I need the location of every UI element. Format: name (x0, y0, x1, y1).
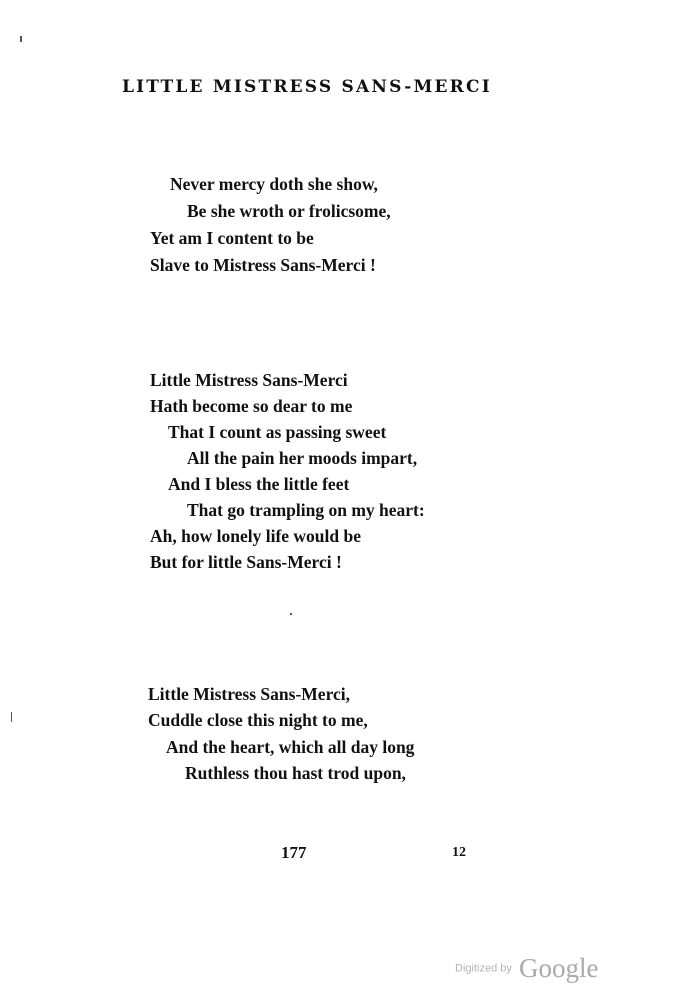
watermark-prefix: Digitized by (455, 962, 512, 975)
signature-mark: 12 (452, 845, 466, 860)
poem-line: Cuddle close this night to me, (148, 710, 368, 730)
digitized-by-google-watermark (455, 953, 598, 984)
scan-speck (11, 712, 12, 722)
scan-speck (290, 613, 292, 615)
google-logo: Google (518, 953, 599, 983)
poem-line: Ruthless thou hast trod upon, (185, 763, 406, 783)
poem-line: And I bless the little feet (168, 474, 350, 494)
poem-line: Little Mistress Sans-Merci (150, 370, 348, 390)
poem-line: Little Mistress Sans-Merci, (148, 684, 351, 704)
poem-line: Yet am I content to be (150, 228, 314, 248)
poem-line: Ah, how lonely life would be (150, 526, 361, 546)
poem-line: All the pain her moods impart, (187, 448, 418, 468)
poem-line: Never mercy doth she show, (170, 174, 378, 194)
poem-line: Be she wroth or frolicsome, (187, 201, 391, 221)
page-number: 177 (281, 843, 307, 862)
scan-speck (20, 36, 22, 42)
poem-line: Slave to Mistress Sans-Merci ! (150, 255, 376, 275)
running-title: LITTLE MISTRESS SANS-MERCI (122, 77, 492, 97)
poem-line: That go trampling on my heart: (187, 500, 425, 520)
poem-line: But for little Sans-Merci ! (150, 552, 342, 572)
poem-line: Hath become so dear to me (150, 396, 353, 416)
poem-line: That I count as passing sweet (168, 422, 387, 442)
poem-line: And the heart, which all day long (166, 737, 415, 757)
